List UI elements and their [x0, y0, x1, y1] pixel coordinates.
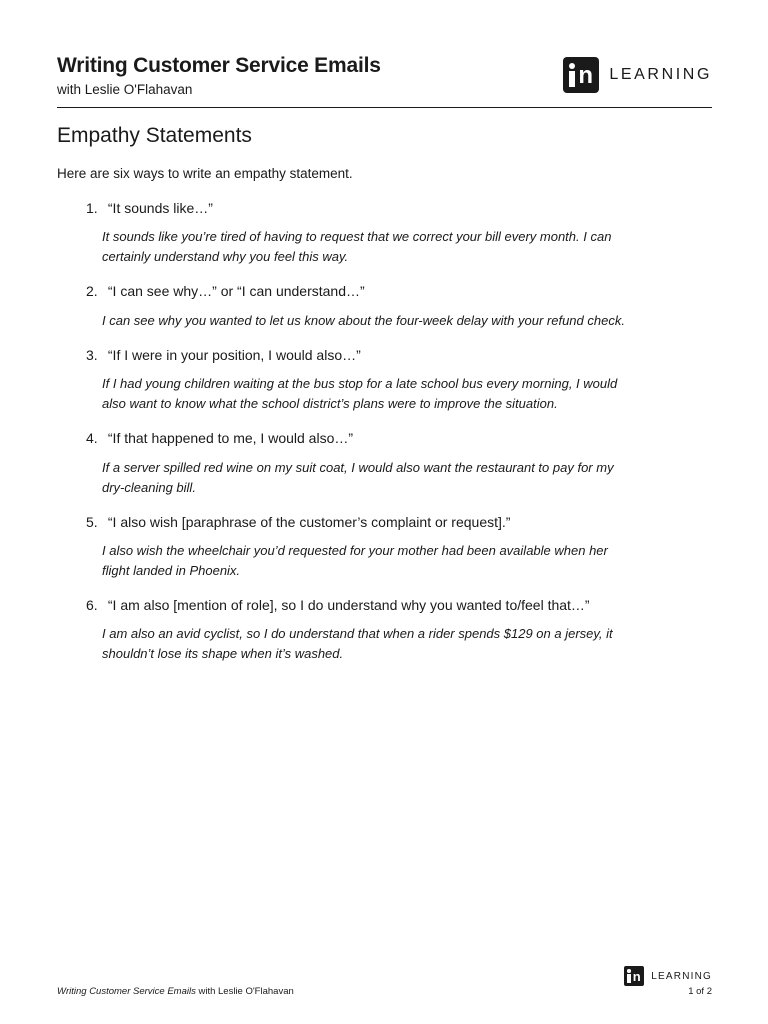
example-line: I am also an avid cyclist, so I do understand that when a rider spends $129 on a jersey, it	[102, 626, 613, 641]
list-item-phrase: “I also wish [paraphrase of the customer’s complaint or request].”	[107, 514, 511, 530]
list-item-number: 2.	[86, 283, 98, 299]
list-item-heading	[86, 347, 361, 363]
example-line: certainly understand why you feel this way.	[102, 249, 349, 264]
list-item-example	[102, 541, 642, 581]
intro-text: Here are six ways to write an empathy statement.	[57, 166, 353, 181]
document-subtitle: with Leslie O'Flahavan	[57, 82, 193, 97]
list-item-phrase: “It sounds like…”	[107, 200, 213, 216]
list-item-heading	[86, 514, 510, 530]
document-header	[57, 54, 712, 108]
list-item-heading	[86, 283, 365, 299]
list-item-number: 1.	[86, 200, 98, 216]
page-number: 1 of 2	[688, 986, 712, 997]
example-line: dry-cleaning bill.	[102, 480, 196, 495]
example-line: also want to know what the school district’s plans were to improve the situation.	[102, 396, 558, 411]
list-item-number: 5.	[86, 514, 98, 530]
list-item-heading	[86, 597, 590, 613]
example-line: flight landed in Phoenix.	[102, 563, 241, 578]
header-divider	[57, 107, 712, 108]
list-item-example	[102, 374, 642, 414]
list-item-number: 4.	[86, 430, 98, 446]
example-line: shouldn’t lose its shape when it’s washed.	[102, 646, 344, 661]
list-item-phrase: “I can see why…” or “I can understand…”	[107, 283, 365, 299]
linkedin-learning-logo	[563, 57, 712, 93]
list-item-phrase: “I am also [mention of role], so I do understand why you wanted to/feel that…”	[107, 597, 590, 613]
list-item-heading	[86, 200, 213, 216]
example-line: It sounds like you’re tired of having to request that we correct your bill every month. I can	[102, 229, 612, 244]
linkedin-in-logo-icon: n	[624, 966, 644, 986]
footer-brand-wordmark: LEARNING	[651, 970, 712, 982]
example-line: If I had young children waiting at the bus stop for a late school bus every morning, I would	[102, 376, 618, 391]
list-item-number: 3.	[86, 347, 98, 363]
example-line: I can see why you wanted to let us know about the four-week delay with your refund check.	[102, 313, 625, 328]
footer-author: with Leslie O'Flahavan	[195, 986, 294, 997]
example-line: I also wish the wheelchair you’d requested for your mother had been available when her	[102, 543, 608, 558]
footer-course-title: Writing Customer Service Emails	[57, 986, 196, 997]
list-item-example	[102, 227, 642, 267]
list-item-phrase: “If I were in your position, I would also…”	[107, 347, 361, 363]
footer-course-credit	[57, 986, 294, 997]
example-line: If a server spilled red wine on my suit coat, I would also want the restaurant to pay for my	[102, 460, 614, 475]
footer-linkedin-learning-logo	[624, 966, 712, 986]
document-title: Writing Customer Service Emails	[57, 54, 381, 77]
section-title: Empathy Statements	[57, 124, 252, 147]
brand-wordmark: LEARNING	[609, 66, 712, 83]
list-item-example	[102, 624, 642, 664]
list-item-phrase: “If that happened to me, I would also…”	[107, 430, 354, 446]
list-item-heading	[86, 430, 353, 446]
list-item-example	[102, 311, 642, 331]
list-item-number: 6.	[86, 597, 98, 613]
linkedin-in-logo-icon: n	[563, 57, 599, 93]
list-item-example	[102, 458, 642, 498]
